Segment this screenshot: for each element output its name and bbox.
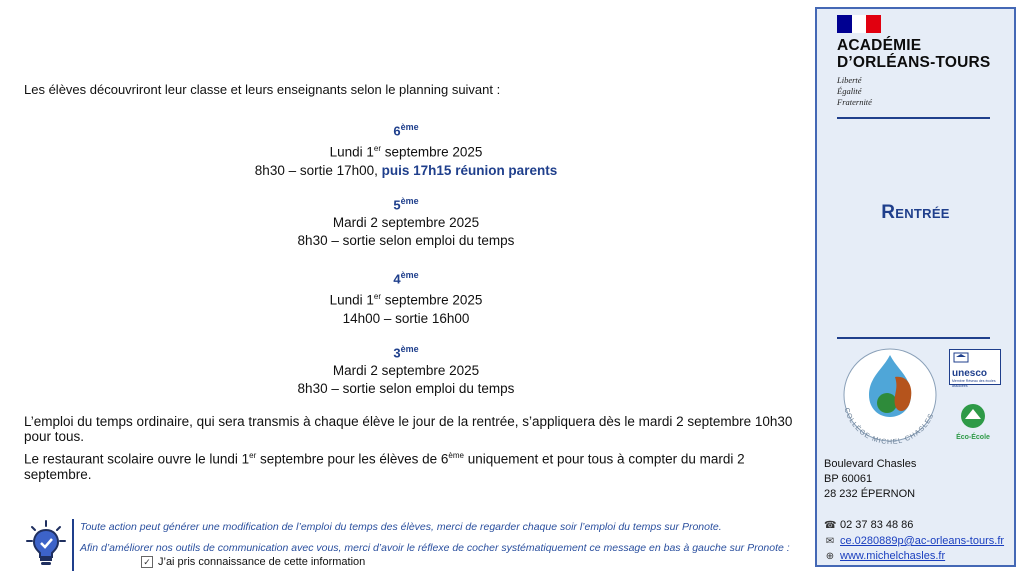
timetable-paragraph: L’emploi du temps ordinaire, qui sera transmis à chaque élève le jour de la rentrée, s’appliquera dès le mardi 2 septembre 10h30 pour tous. <box>24 414 793 444</box>
schedule-time: 8h30 – sortie selon emploi du temps <box>297 381 515 397</box>
rentree-title: Rentrée <box>881 202 950 223</box>
phone-line: ☎ 02 37 83 48 86 <box>824 519 914 531</box>
schedule-3eme <box>0 340 812 398</box>
svg-text:COLLÈGE MICHEL CHASLES: COLLÈGE MICHEL CHASLES <box>842 407 936 447</box>
schedule-time: 14h00 – sortie 16h00 <box>342 310 470 326</box>
divider-top <box>837 117 990 119</box>
schedule-date: Mardi 2 septembre 2025 <box>332 363 480 379</box>
schedule-date: Lundi 1er septembre 2025 <box>329 292 483 308</box>
email-line <box>824 535 1004 547</box>
eco-ecole-logo: Éco-École <box>953 403 993 439</box>
notice-checkbox: Afin d’améliorer nos outils de communication avec vous, merci d’avoir le réflexe de cocher systématiquement ce message en bas à gauche sur Pronote : <box>80 542 790 554</box>
address-block: Boulevard Chasles BP 60061 28 232 ÉPERNON <box>824 458 917 500</box>
acknowledge-label: J’ai pris connaissance de cette information <box>158 556 366 568</box>
acknowledge-checkbox: ✓ <box>141 556 153 568</box>
schedule-date: Mardi 2 septembre 2025 <box>332 215 480 231</box>
unesco-logo: unesco Membre Réseau des écoles associées <box>949 349 1001 385</box>
website-line <box>824 550 945 562</box>
level-heading: 6ème <box>393 122 419 139</box>
lightbulb-icon <box>24 519 68 567</box>
canteen-paragraph: Le restaurant scolaire ouvre le lundi 1er septembre pour les élèves de 6ème uniquement et pour tous à compter du mardi 2 septembre. <box>24 451 745 482</box>
acknowledge-line <box>141 556 365 568</box>
level-heading: 3ème <box>393 344 419 361</box>
schedule-6eme <box>0 118 812 180</box>
website-link[interactable]: www.michelchasles.fr <box>840 550 946 562</box>
schedule-5eme <box>0 192 812 250</box>
schedule-date: Lundi 1er septembre 2025 <box>329 144 483 160</box>
republic-motto: Liberté Égalité Fraternité <box>837 75 872 107</box>
schedule-time: 8h30 – sortie selon emploi du temps <box>297 233 515 249</box>
phone-icon: ☎ <box>824 519 837 531</box>
notice-divider <box>72 519 74 571</box>
sidebar-panel <box>815 7 1016 567</box>
schedule-4eme <box>0 266 812 328</box>
level-heading: 5ème <box>393 196 419 213</box>
level-heading: 4ème <box>393 270 419 287</box>
schedule-time: 8h30 – sortie 17h00, puis 17h15 réunion parents <box>254 162 558 178</box>
french-flag-icon <box>837 15 881 33</box>
notice-pronote: Toute action peut générer une modification de l’emploi du temps des élèves, merci de regarder chaque soir l’emploi du temps sur Pronote. <box>80 521 722 533</box>
email-link[interactable]: ce.0280889p@ac-orleans-tours.fr <box>840 535 1005 547</box>
parents-meeting: puis 17h15 réunion parents <box>381 162 558 178</box>
mail-icon: ✉ <box>825 535 835 547</box>
intro-text: Les élèves découvriront leur classe et leurs enseignants selon le planning suivant : <box>24 82 501 97</box>
academie-name: ACADÉMIE D’ORLÉANS-TOURS <box>837 37 991 71</box>
divider-bottom <box>837 337 990 339</box>
globe-icon: ⊕ <box>825 550 835 562</box>
